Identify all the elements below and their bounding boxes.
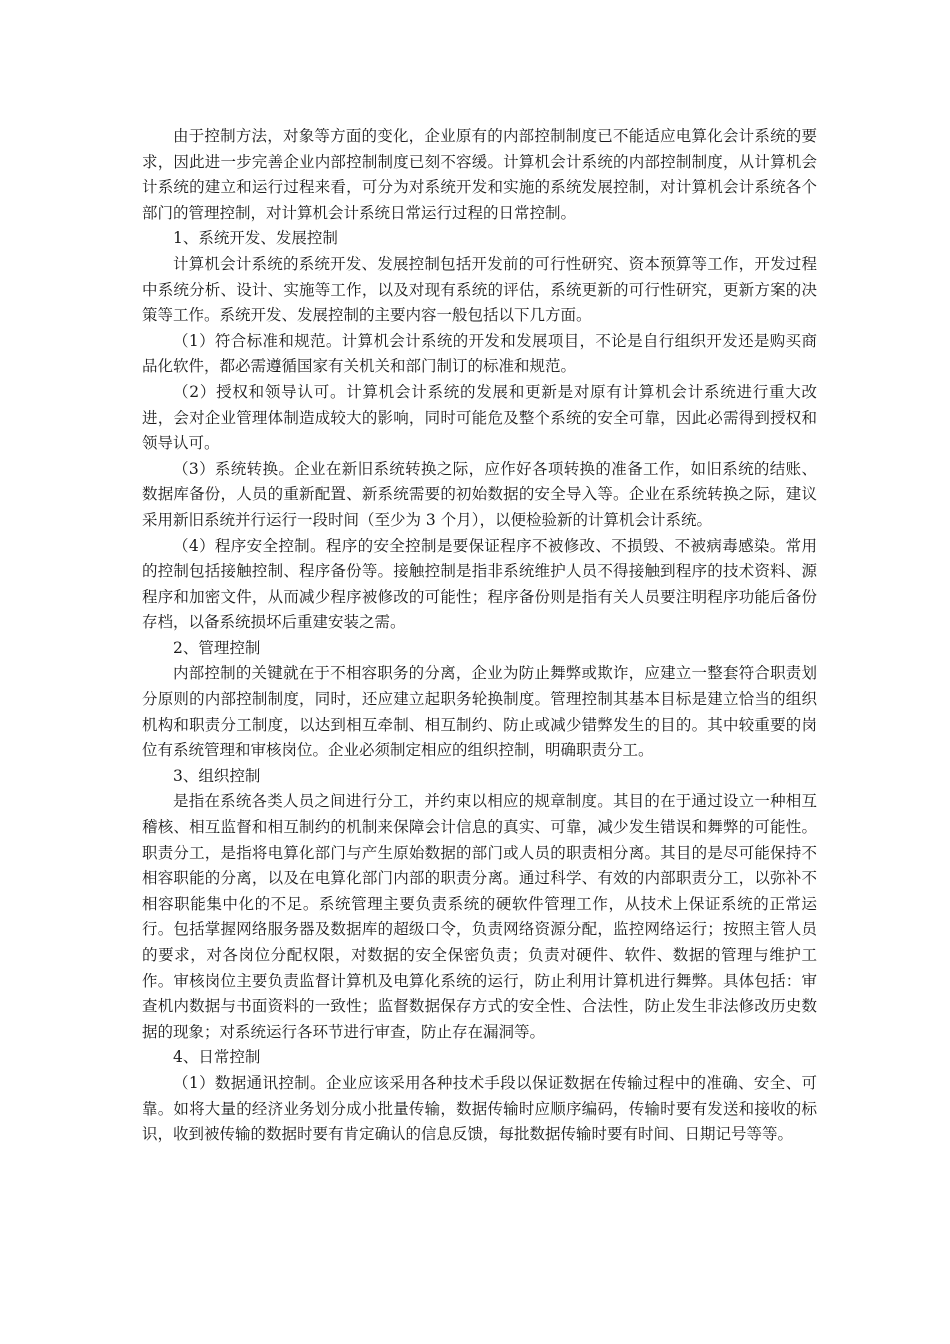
section-3-paragraph: 是指在系统各类人员之间进行分工，并约束以相应的规章制度。其目的在于通过设立一种相互稽核、相互监督和相互制约的机制来保障会计信息的真实、可靠，减少发生错误和舞弊的可能性。职责分工，是指将电算化部门与产生原始数据的部门或人员的职责相分离。其目的是尽可能保持不相容职能的分离，以及在电算化部门内部的职责分离。通过科学、有效的内部职责分工，以弥补不相容职能集中化的不足。系统管理主要负责系统的硬软件管理工作，从技术上保证系统的正常运行。包括掌握网络服务器及数据库的超级口令，负责网络资源分配，监控网络运行；按照主管人员的要求，对各岗位分配权限，对数据的安全保密负责；负责对硬件、软件、数据的管理与维护工作。审核岗位主要负责监督计算机及电算化系统的运行，防止利用计算机进行舞弊。具体包括：审查机内数据与书面资料的一致性；监督数据保存方式的安全性、合法性，防止发生非法修改历史数据的现象；对系统运行各环节进行审查，防止存在漏洞等。: [142, 792, 817, 1041]
section-2-paragraph: 内部控制的关键就在于不相容职务的分离，企业为防止舞弊或欺诈，应建立一整套符合职责划分原则的内部控制制度，同时，还应建立起职务轮换制度。管理控制其基本目标是建立恰当的组织机构和职责分工制度，以达到相互牵制、相互制约、防止或减少错弊发生的目的。其中较重要的岗位有系统管理和审核岗位。企业必须制定相应的组织控制，明确职责分工。: [142, 664, 817, 760]
section-heading-2: 2、管理控制: [173, 638, 261, 657]
section-1-paragraph: 计算机会计系统的系统开发、发展控制包括开发前的可行性研究、资本预算等工作，开发过程中系统分析、设计、实施等工作，以及对现有系统的评估，系统更新的可行性研究，更新方案的决策等工作。系统开发、发展控制的主要内容一般包括以下几方面。: [142, 254, 817, 325]
section-4-item-1: （1）数据通讯控制。企业应该采用各种技术手段以保证数据在传输过程中的准确、安全、可靠。如将大量的经济业务划分成小批量传输，数据传输时应顺序编码，传输时要有发送和接收的标识，收到被传输的数据时要有肯定确认的信息反馈，每批数据传输时要有时间、日期记号等等。: [142, 1073, 817, 1144]
section-heading-1: 1、系统开发、发展控制: [173, 229, 338, 248]
section-1-item-2: （2）授权和领导认可。计算机会计系统的发展和更新是对原有计算机会计系统进行重大改进，会对企业管理体制造成较大的影响，同时可能危及整个系统的安全可靠，因此必需得到授权和领导认可。: [142, 382, 817, 453]
section-1-item-1: （1）符合标准和规范。计算机会计系统的开发和发展项目，不论是自行组织开发还是购买商品化软件，都必需遵循国家有关机关和部门制订的标准和规范。: [142, 331, 817, 376]
section-heading-4: 4、日常控制: [173, 1048, 261, 1067]
document-body: [142, 124, 817, 1148]
intro-paragraph: 由于控制方法，对象等方面的变化，企业原有的内部控制制度已不能适应电算化会计系统的要求，因此进一步完善企业内部控制制度已刻不容缓。计算机会计系统的内部控制制度，从计算机会计系统的建立和运行过程来看，可分为对系统开发和实施的系统发展控制，对计算机会计系统各个部门的管理控制，对计算机会计系统日常运行过程的日常控制。: [142, 127, 817, 222]
section-1-item-4: （4）程序安全控制。程序的安全控制是要保证程序不被修改、不损毁、不被病毒感染。常用的控制包括接触控制、程序备份等。接触控制是指非系统维护人员不得接触到程序的技术资料、源程序和加密文件，从而减少程序被修改的可能性；程序备份则是指有关人员要注明程序功能后备份存档，以备系统损坏后重建安装之需。: [142, 536, 817, 632]
section-heading-3: 3、组织控制: [173, 766, 261, 785]
section-1-item-3: （3）系统转换。企业在新旧系统转换之际，应作好各项转换的准备工作，如旧系统的结账、数据库备份，人员的重新配置、新系统需要的初始数据的安全导入等。企业在系统转换之际，建议采用新旧系统并行运行一段时间（至少为 3 个月），以便检验新的计算机会计系统。: [142, 459, 817, 529]
